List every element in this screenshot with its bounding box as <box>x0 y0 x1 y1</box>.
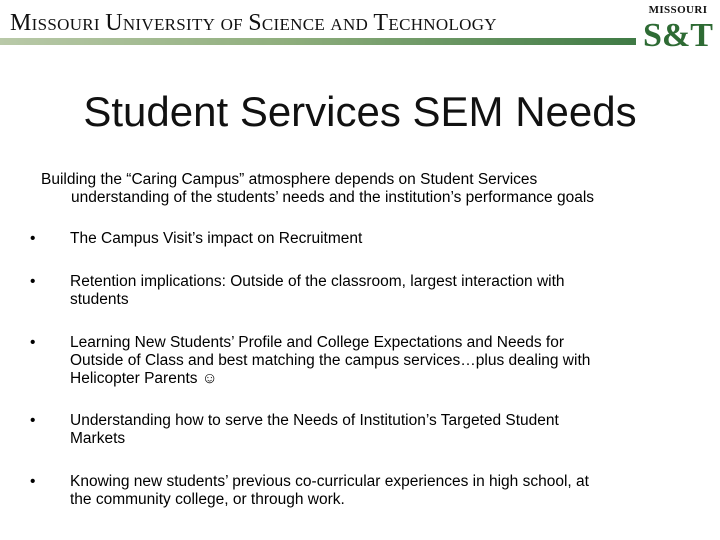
slide-header <box>0 0 720 72</box>
intro-line-2: understanding of the students’ needs and the institution’s performance goals <box>71 189 595 206</box>
bullet-line: Understanding how to serve the Needs of Institution’s Targeted Student <box>70 412 559 429</box>
bullet-marker: • <box>30 230 36 247</box>
university-logo <box>643 4 713 66</box>
name-part: ISSOURI <box>31 15 100 34</box>
bullet-line: the community college, or through work. <box>70 491 345 508</box>
logo-top-text: MISSOURI <box>648 4 708 16</box>
intro-line-1: Building the “Caring Campus” atmosphere depends on Student Services <box>41 171 538 188</box>
bullet-text <box>70 334 690 388</box>
bullet-text <box>70 273 690 309</box>
name-part: AND <box>330 15 369 34</box>
bullet-text <box>70 473 690 509</box>
bullet-line: Knowing new students’ previous co-curricular experiences in high school, at <box>70 473 589 490</box>
bullet-text <box>70 230 690 248</box>
name-part: CIENCE <box>261 15 326 34</box>
bullet-line: Helicopter Parents ☺ <box>70 370 218 387</box>
bullet-marker: • <box>30 334 36 351</box>
bullet-line: Outside of Class and best matching the campus services…plus dealing with <box>70 352 591 369</box>
bullet-marker: • <box>30 473 36 490</box>
bullet-marker: • <box>30 273 36 290</box>
bullet-line: Markets <box>70 430 126 447</box>
intro-paragraph <box>41 171 701 207</box>
name-letter: M <box>10 10 32 36</box>
name-part: OF <box>220 15 243 34</box>
name-letter: U <box>105 10 123 36</box>
name-part: NIVERSITY <box>122 15 216 34</box>
bullet-line: Retention implications: Outside of the classroom, largest interaction with <box>70 273 565 290</box>
bullet-line: students <box>70 291 129 308</box>
bullet-line: The Campus Visit’s impact on Recruitment <box>70 230 363 247</box>
name-letter: T <box>373 10 389 36</box>
name-letter: S <box>248 10 262 36</box>
bullet-text <box>70 412 690 448</box>
header-rule <box>0 38 636 45</box>
bullet-marker: • <box>30 412 36 429</box>
slide-title: Student Services SEM Needs <box>83 88 637 135</box>
name-part: ECHNOLOGY <box>388 15 497 34</box>
university-name <box>10 10 497 37</box>
logo-mark: S&T <box>643 17 713 54</box>
bullet-line: Learning New Students’ Profile and College Expectations and Needs for <box>70 334 565 351</box>
